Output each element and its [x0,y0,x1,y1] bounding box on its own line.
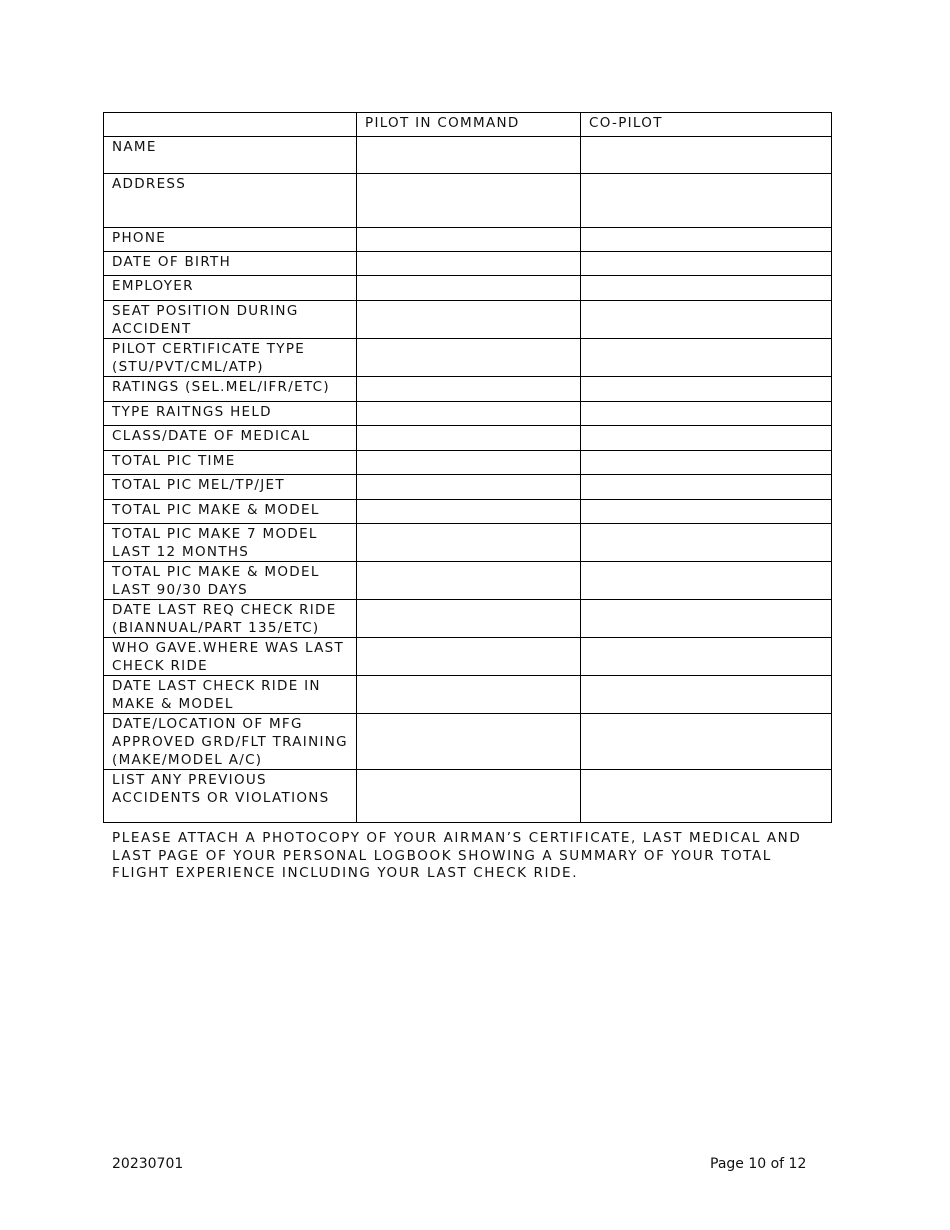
row-label: SEAT POSITION DURING ACCIDENT [104,301,357,339]
co-pilot-field[interactable] [581,475,832,500]
co-pilot-field[interactable] [581,174,832,228]
pilot-in-command-field[interactable] [357,137,581,174]
co-pilot-field[interactable] [581,600,832,638]
table-row [104,638,832,676]
row-label: ADDRESS [104,174,357,228]
pilot-in-command-field[interactable] [357,600,581,638]
table-row [104,252,832,276]
table-row [104,228,832,252]
pilot-in-command-field[interactable] [357,377,581,402]
row-label: LIST ANY PREVIOUS ACCIDENTS OR VIOLATIONS [104,770,357,823]
pilot-in-command-field[interactable] [357,638,581,676]
table-row [104,301,832,339]
table-row [104,524,832,562]
pilot-in-command-field[interactable] [357,475,581,500]
co-pilot-field[interactable] [581,301,832,339]
co-pilot-field[interactable] [581,252,832,276]
table-row [104,426,832,451]
table-row [104,500,832,524]
co-pilot-field[interactable] [581,676,832,714]
co-pilot-field[interactable] [581,524,832,562]
co-pilot-field[interactable] [581,276,832,301]
pilot-in-command-field[interactable] [357,451,581,475]
pilot-in-command-field[interactable] [357,500,581,524]
table-row [104,770,832,823]
co-pilot-field[interactable] [581,638,832,676]
table-row [104,562,832,600]
pilot-in-command-field[interactable] [357,676,581,714]
co-pilot-field[interactable] [581,377,832,402]
row-label: DATE/LOCATION OF MFG APPROVED GRD/FLT TRAINING (MAKE/MODEL A/C) [104,714,357,770]
header-co-pilot: CO-PILOT [581,113,832,137]
row-label: PILOT CERTIFICATE TYPE (STU/PVT/CML/ATP) [104,339,357,377]
co-pilot-field[interactable] [581,426,832,451]
row-label: NAME [104,137,357,174]
co-pilot-field[interactable] [581,228,832,252]
table-row [104,276,832,301]
co-pilot-field[interactable] [581,770,832,823]
table-header-row [104,113,832,137]
pilot-in-command-field[interactable] [357,524,581,562]
table-row [104,714,832,770]
row-label: WHO GAVE.WHERE WAS LAST CHECK RIDE [104,638,357,676]
pilot-in-command-field[interactable] [357,402,581,426]
table-row [104,600,832,638]
co-pilot-field[interactable] [581,500,832,524]
pilot-in-command-field[interactable] [357,301,581,339]
attachment-instructions: PLEASE ATTACH A PHOTOCOPY OF YOUR AIRMAN’S CERTIFICATE, LAST MEDICAL AND LAST PAGE OF YOUR PERSONAL LOGBOOK SHOWING A SUMMARY OF YOUR TOTAL FLIGHT EXPERIENCE INCLUDING YOUR LAST CHECK RIDE. [112,830,802,881]
co-pilot-field[interactable] [581,137,832,174]
pilot-in-command-field[interactable] [357,562,581,600]
table-row [104,137,832,174]
co-pilot-field[interactable] [581,562,832,600]
row-label: TOTAL PIC MAKE & MODEL LAST 90/30 DAYS [104,562,357,600]
pilot-in-command-field[interactable] [357,276,581,301]
pilot-in-command-field[interactable] [357,426,581,451]
co-pilot-field[interactable] [581,402,832,426]
pilot-in-command-field[interactable] [357,174,581,228]
table-row [104,475,832,500]
row-label: EMPLOYER [104,276,357,301]
row-label: TOTAL PIC MAKE 7 MODEL LAST 12 MONTHS [104,524,357,562]
co-pilot-field[interactable] [581,451,832,475]
pilot-info-table [103,112,832,823]
row-label: CLASS/DATE OF MEDICAL [104,426,357,451]
row-label: RATINGS (SEL.MEL/IFR/ETC) [104,377,357,402]
row-label: DATE OF BIRTH [104,252,357,276]
row-label: PHONE [104,228,357,252]
header-blank-cell [104,113,357,137]
row-label: TOTAL PIC MAKE & MODEL [104,500,357,524]
table-row [104,451,832,475]
table-row [104,174,832,228]
pilot-in-command-field[interactable] [357,228,581,252]
table-row [104,402,832,426]
table-row [104,339,832,377]
pilot-in-command-field[interactable] [357,339,581,377]
row-label: TOTAL PIC TIME [104,451,357,475]
row-label: DATE LAST CHECK RIDE IN MAKE & MODEL [104,676,357,714]
row-label: TOTAL PIC MEL/TP/JET [104,475,357,500]
row-label: TYPE RAITNGS HELD [104,402,357,426]
pilot-in-command-field[interactable] [357,252,581,276]
document-code: 20230701 [112,1156,184,1172]
header-pilot-in-command: PILOT IN COMMAND [357,113,581,137]
row-label: DATE LAST REQ CHECK RIDE (BIANNUAL/PART 135/ETC) [104,600,357,638]
page-number: Page 10 of 12 [710,1156,807,1172]
table-row [104,377,832,402]
pilot-in-command-field[interactable] [357,770,581,823]
co-pilot-field[interactable] [581,714,832,770]
pilot-in-command-field[interactable] [357,714,581,770]
co-pilot-field[interactable] [581,339,832,377]
table-row [104,676,832,714]
